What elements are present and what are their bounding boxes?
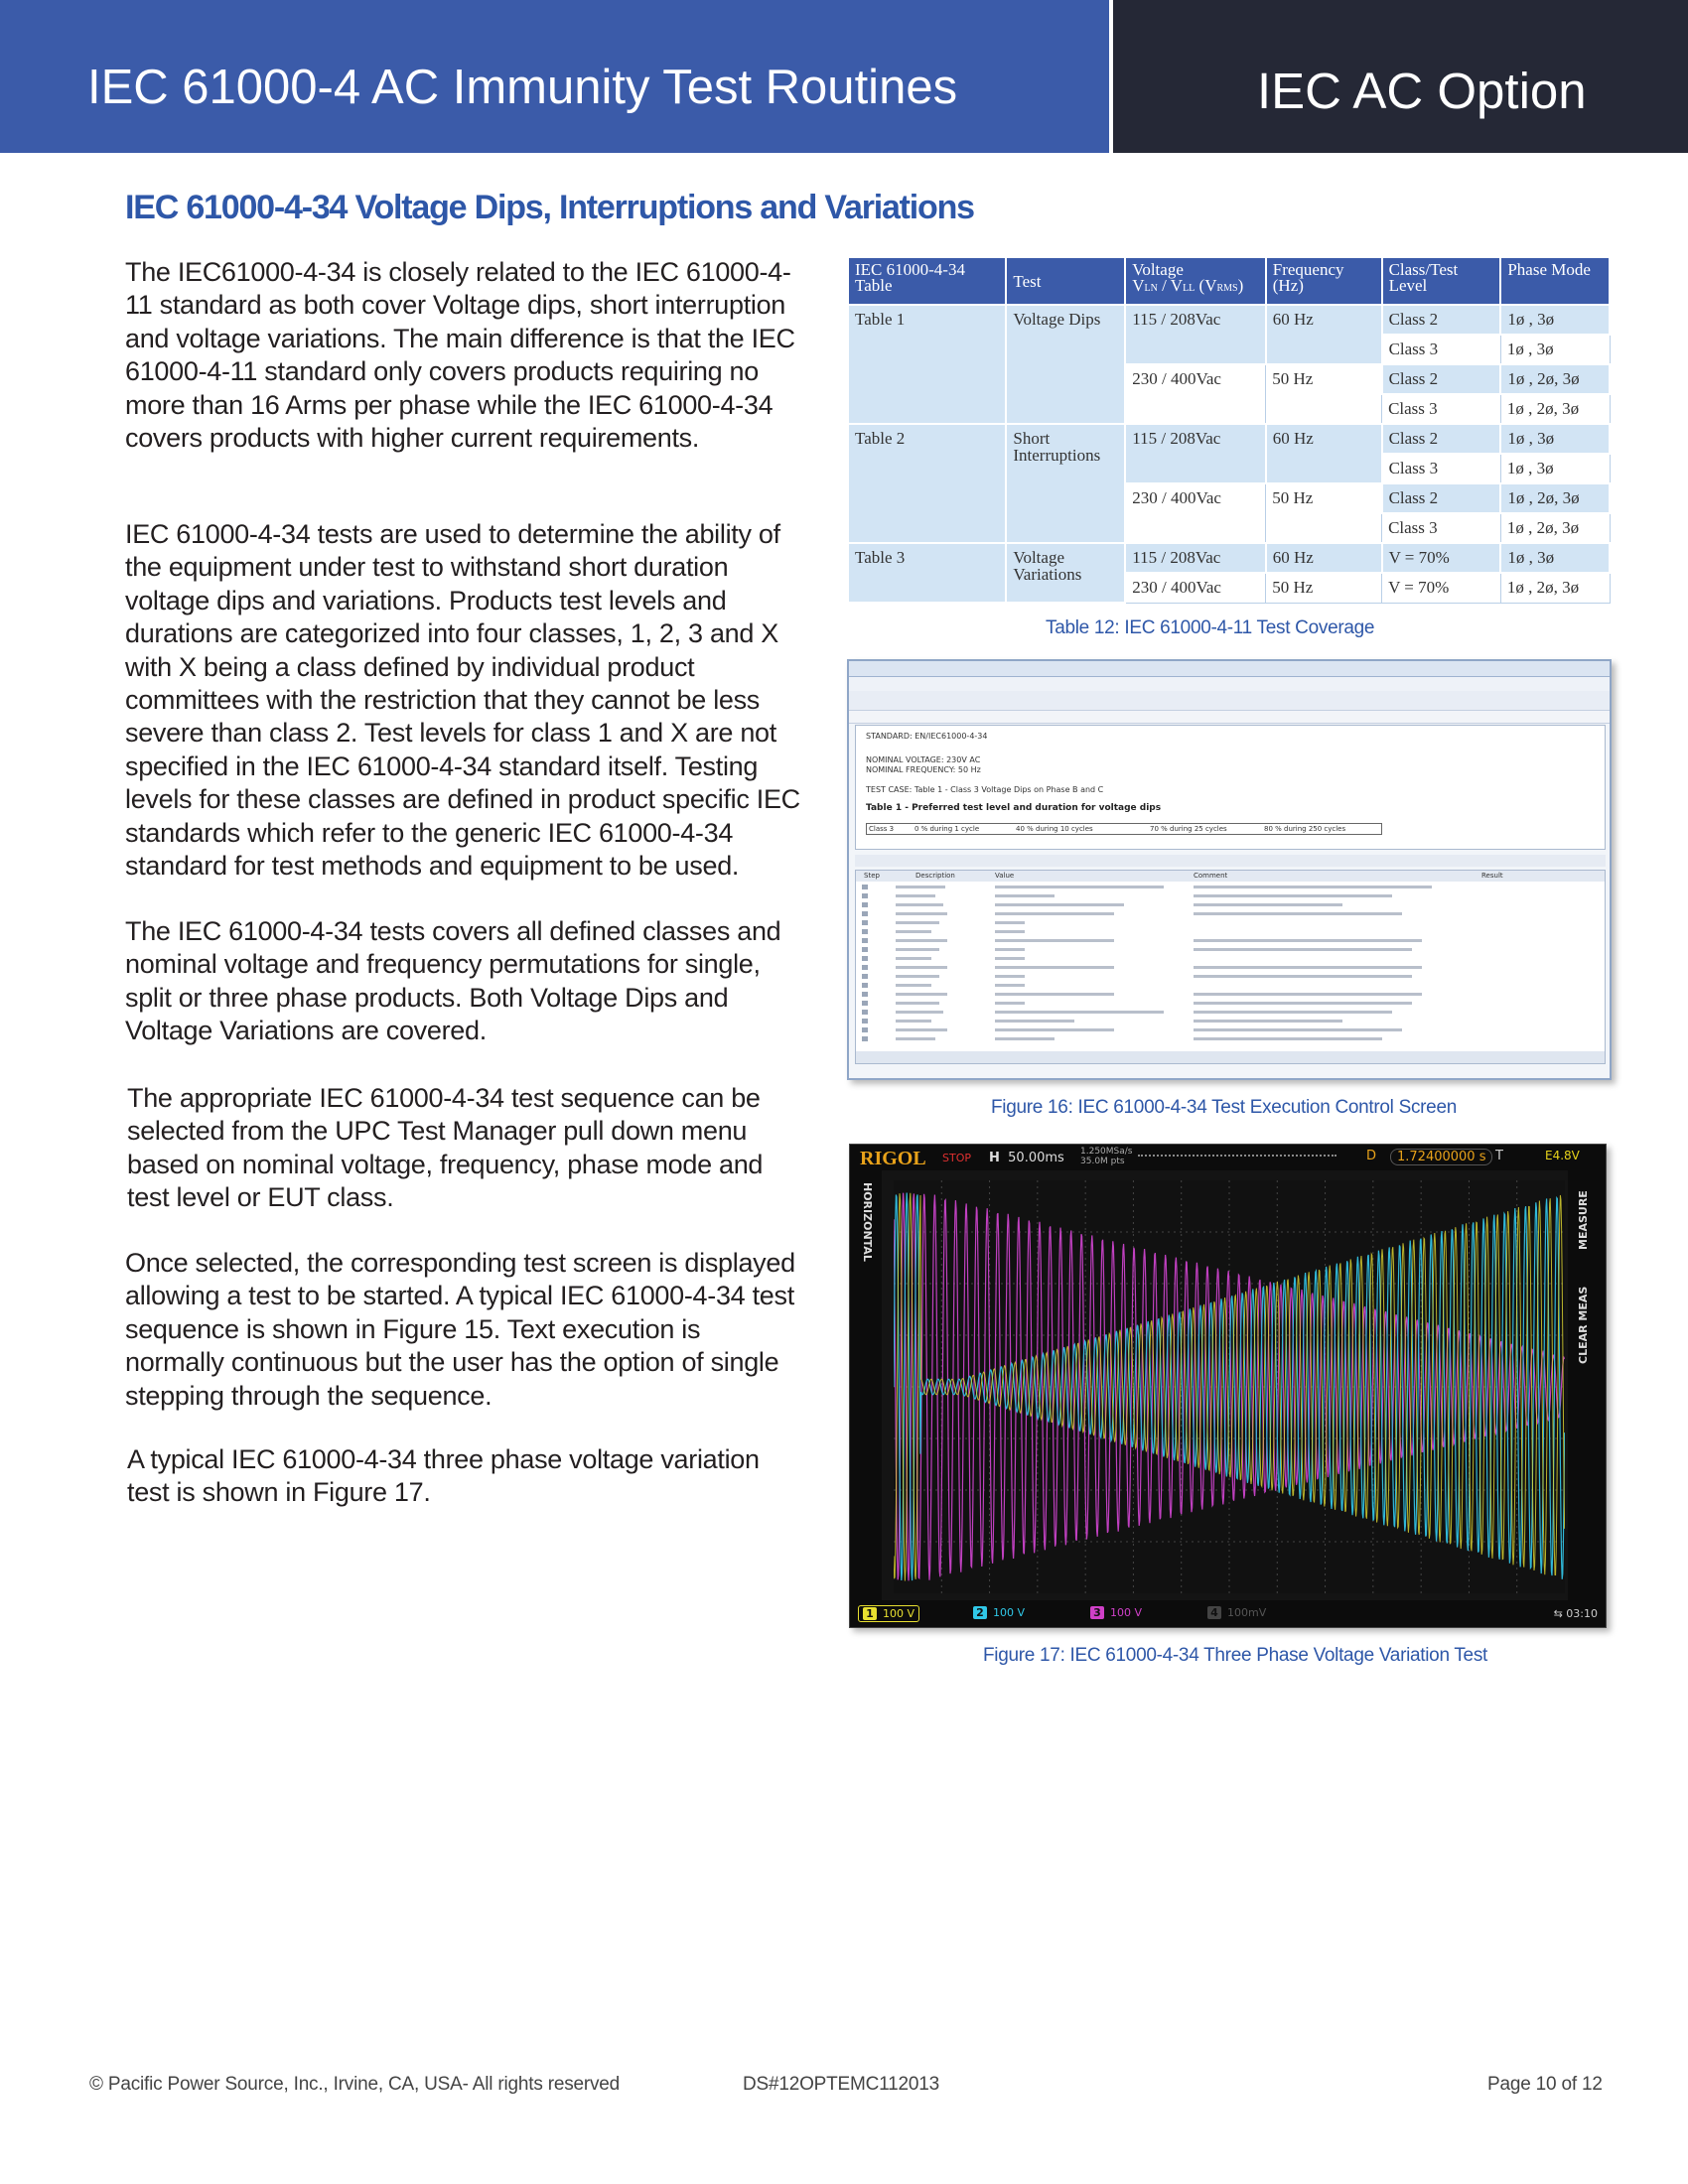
table-cell: 1ø , 3ø [1500,305,1610,335]
trigger-level: E4.8V [1545,1149,1580,1162]
channel3-indicator[interactable] [1086,1605,1146,1622]
trigger-label: T [1495,1149,1503,1163]
measure-side-tab[interactable] [1568,1170,1606,1602]
grid-rows [856,883,1607,1051]
table12-caption: Table 12: IEC 61000-4-11 Test Coverage [1046,617,1375,638]
sample-rate-value: 1.250MSa/s [1080,1147,1133,1157]
table-title-line: Table 1 - Preferred test level and duration for voltage dips [866,803,1162,813]
table-cell: 1ø , 2ø, 3ø [1500,483,1610,513]
delay-value: 1.72400000 s [1390,1149,1492,1165]
table-cell: Voltage Dips [1006,305,1125,424]
table-cell: 60 Hz [1266,424,1382,483]
class-cell: Class 3 [869,825,895,833]
table-header-row [848,257,1610,305]
level-cell: 0 % during 1 cycle [914,825,980,833]
table-cell: 1ø , 2ø, 3ø [1500,394,1610,424]
table-cell: 1ø , 3ø [1500,424,1610,454]
header-option-title: IEC AC Option [1257,63,1587,119]
footer-copyright: © Pacific Power Source, Inc., Irvine, CA, USA- All rights reserved [89,2074,621,2095]
table-cell: Class 3 [1382,335,1501,364]
table-cell: 60 Hz [1266,305,1382,364]
grid-col-description: Description [915,872,955,880]
grid-header [856,871,1605,882]
scope-waveform-plot [894,1180,1565,1593]
table-cell: Short Interruptions [1006,424,1125,543]
table-cell: Class 2 [1382,424,1501,454]
table-cell: 230 / 400Vac [1125,483,1266,543]
paragraph-figure17: A typical IEC 61000-4-34 three phase voltage variation test is shown in Figure 17. [127,1444,760,1508]
table-cell: 115 / 208Vac [1125,305,1266,364]
figure16-caption: Figure 16: IEC 61000-4-34 Test Execution Control Screen [991,1097,1457,1118]
window-titlebar [849,661,1610,677]
col-header-table: IEC 61000-4-34 Table [848,257,1006,305]
channel2-scale: 100 V [993,1606,1026,1619]
rigol-logo: RIGOL [860,1148,926,1169]
table-cell: 50 Hz [1266,573,1382,603]
test-coverage-table [847,256,1611,604]
memory-depth: 35.0M pts [1080,1157,1125,1166]
footer-doc-id: DS#12OPTEMC112013 [743,2074,939,2095]
channel3-number: 3 [1090,1606,1104,1619]
measure-label: MEASURE [1577,1190,1590,1250]
table-cell: 1ø , 3ø [1500,454,1610,483]
frequency-line: NOMINAL FREQUENCY: 50 Hz [866,765,981,774]
channel4-indicator[interactable] [1203,1605,1270,1622]
table-cell: Table 3 [848,543,1006,603]
test-case-line: TEST CASE: Table 1 - Class 3 Voltage Dips on Phase B and C [866,785,1104,794]
table-cell: Class 3 [1382,394,1501,424]
figure17-oscilloscope [849,1144,1607,1628]
paragraph-selection: The appropriate IEC 61000-4-34 test sequence can be selected from the UPC Test Manager pull down menu based on nominal voltage, frequency, phase mode and test level or EUT class. [127,1083,764,1213]
paragraph-coverage: The IEC 61000-4-34 tests covers all defined classes and nominal voltage and frequency permutations for single, split or three phase products. Both Voltage Dips and Voltage Variations are covered. [125,916,781,1046]
table-cell: Table 1 [848,305,1006,424]
header-right-banner [1113,0,1688,153]
level-cell: 70 % during 25 cycles [1150,825,1227,833]
table-cell: 230 / 400Vac [1125,364,1266,424]
level-cell: 80 % during 250 cycles [1264,825,1346,833]
col-header-class: Class/Test Level [1382,257,1501,305]
progress-header [855,855,1606,867]
table-cell: Voltage Variations [1006,543,1125,603]
table-cell: V = 70% [1382,543,1501,573]
table-cell: 1ø , 2ø, 3ø [1500,364,1610,394]
horizontal-scale [989,1151,1064,1165]
channel2-indicator[interactable] [969,1605,1029,1622]
level-cell: 40 % during 10 cycles [1016,825,1093,833]
table-cell: V = 70% [1382,573,1501,603]
usb-icon: ⇆ [1553,1607,1563,1620]
grid-status-bar [856,1051,1605,1063]
voltage-sub-rms: RMS [1216,283,1238,294]
channel2-number: 2 [973,1606,987,1619]
col-header-voltage: Voltage VLN / VLL (VRMS) [1125,257,1266,305]
table-cell: 50 Hz [1266,364,1382,424]
table-cell: Class 2 [1382,483,1501,513]
table-cell: 230 / 400Vac [1125,573,1266,603]
table-cell: Class 2 [1382,305,1501,335]
col-header-test: Test [1006,257,1125,305]
table-cell: Table 2 [848,424,1006,543]
standard-line: STANDARD: EN/IEC61000-4-34 [866,732,988,741]
voltage-sub-ln: LN [1144,283,1158,294]
clear-meas-label: CLEAR MEAS [1577,1286,1590,1364]
table-cell: Class 2 [1382,364,1501,394]
paragraph-execution: Once selected, the corresponding test screen is displayed allowing a test to be started. A typical IEC 61000-4-34 test sequence is shown in Figure 15. Text execution is normally continuous but the user has the option of single stepping through the sequence. [125,1248,795,1411]
grid-col-comment: Comment [1194,872,1228,880]
footer-page-number: Page 10 of 12 [1487,2074,1603,2095]
channel3-scale: 100 V [1110,1606,1143,1619]
table-cell: 1ø , 2ø, 3ø [1500,513,1610,543]
table-cell: 1ø , 3ø [1500,335,1610,364]
run-state: STOP [942,1152,971,1164]
horizontal-label: HORIZONTAL [861,1182,874,1262]
test-info-panel [855,725,1606,850]
grid-col-result: Result [1481,872,1503,880]
table-cell: 60 Hz [1266,543,1382,573]
table-cell: 50 Hz [1266,483,1382,543]
header-title: IEC 61000-4 AC Immunity Test Routines [87,61,958,114]
scope-clock [1554,1607,1598,1620]
table-row [848,424,1610,454]
class-level-row [866,823,1382,835]
table-cell: Class 3 [1382,454,1501,483]
figure16-screenshot [847,659,1612,1080]
h-label: H [989,1151,1000,1165]
header-left-banner [0,0,1109,153]
table-cell: 1ø , 3ø [1500,543,1610,573]
scope-status-bar [850,1145,1606,1170]
voltage-sub-ll: LL [1183,283,1196,294]
voltage-line: NOMINAL VOLTAGE: 230V AC [866,755,981,764]
channel4-scale: 100mV [1227,1606,1267,1619]
sample-rate [1080,1147,1132,1166]
channel-status-bar [850,1600,1606,1627]
window-toolbar [849,691,1610,711]
section-title: IEC 61000-4-34 Voltage Dips, Interruptions and Variations [125,189,974,226]
table-cell: Class 3 [1382,513,1501,543]
grid-col-value: Value [995,872,1015,880]
table-cell: 1ø , 2ø, 3ø [1500,573,1610,603]
channel1-number: 1 [863,1607,877,1620]
clock-value: 03:10 [1566,1607,1598,1620]
timebase: 50.00ms [1008,1151,1064,1165]
grid-col-step: Step [864,872,880,880]
window-tabs [849,711,1610,724]
voltage-label: Voltage [1132,260,1184,279]
delay-label: D [1366,1149,1377,1163]
step-grid [855,870,1606,1064]
horizontal-side-tab[interactable] [850,1170,882,1602]
col-header-phase: Phase Mode [1500,257,1610,305]
table-cell: 115 / 208Vac [1125,424,1266,483]
channel1-indicator[interactable] [858,1605,919,1622]
window-menubar [849,677,1610,691]
channel1-scale: 100 V [883,1607,915,1620]
table-row [848,305,1610,335]
paragraph-intro: The IEC61000-4-34 is closely related to the IEC 61000-4-11 standard as both cover Voltage dips, short interruption and voltage variations. The main difference is that the IEC 61000-4-11 standard only covers products requiring no more than 16 Arms per phase while the IEC 61000-4-34 covers products with higher current requirements. [125,257,795,454]
table-cell: 115 / 208Vac [1125,543,1266,573]
channel4-number: 4 [1207,1606,1221,1619]
figure17-caption: Figure 17: IEC 61000-4-34 Three Phase Voltage Variation Test [983,1645,1487,1666]
table-row [848,543,1610,573]
paragraph-classes: IEC 61000-4-34 tests are used to determine the ability of the equipment under test to withstand short duration voltage dips and variations. Products test levels and durations are categorized into four classes, 1, 2, 3 and X with X being a class defined by individual product committees with the restriction that they cannot be less severe than class 2. Test levels for class 1 and X are not specified in the IEC 61000-4-34 standard itself. Testing levels for these classes are defined in product specific IEC standards which refer to the generic IEC 61000-4-34 standard for test methods and equipment to be used. [125,519,800,882]
col-header-frequency: Frequency (Hz) [1266,257,1382,305]
memory-bar [1138,1155,1336,1160]
